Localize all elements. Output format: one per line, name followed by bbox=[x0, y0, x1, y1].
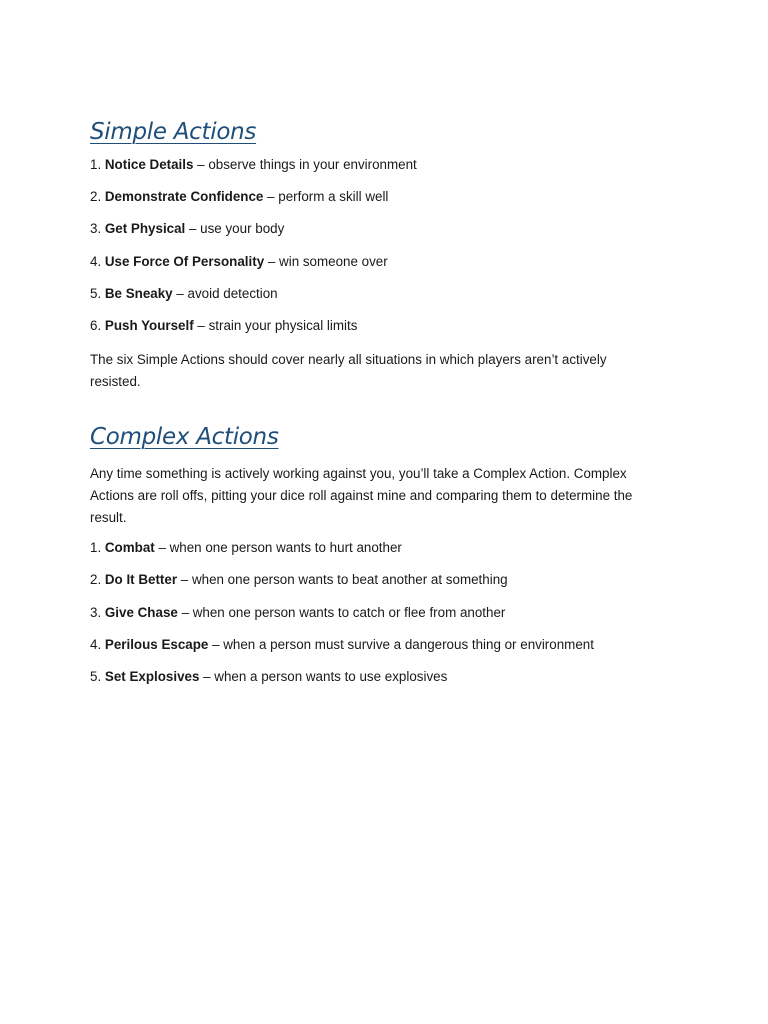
item-name: Notice Details bbox=[104, 157, 194, 172]
item-name: Perilous Escape bbox=[104, 636, 209, 652]
item-name: Push Yourself bbox=[104, 317, 194, 333]
item-number: 4. bbox=[90, 253, 105, 269]
item-number: 4. bbox=[90, 636, 105, 652]
complex-action-item bbox=[90, 539, 650, 557]
item-description: – when a person must survive a dangerous thing or environment bbox=[208, 636, 594, 652]
item-description: – observe things in your environment bbox=[193, 157, 417, 172]
item-name: Demonstrate Confidence bbox=[104, 189, 264, 205]
item-description: – avoid detection bbox=[172, 285, 278, 301]
item-number: 5. bbox=[90, 668, 105, 684]
simple-actions-summary: The six Simple Actions should cover nearly all situations in which players aren’t actively resisted. bbox=[90, 352, 607, 390]
complex-action-item bbox=[90, 604, 650, 622]
item-name: Set Explosives bbox=[104, 668, 200, 684]
item-name: Use Force Of Personality bbox=[104, 253, 265, 269]
item-description: – when one person wants to beat another at something bbox=[177, 572, 508, 588]
complex-action-item bbox=[90, 668, 650, 686]
complex-action-item bbox=[90, 571, 650, 589]
item-description: – when one person wants to hurt another bbox=[154, 540, 402, 556]
item-name: Get Physical bbox=[104, 221, 186, 237]
item-description: – when a person wants to use explosives bbox=[199, 668, 448, 684]
item-description: – when one person wants to catch or flee from another bbox=[177, 604, 506, 620]
item-description: – perform a skill well bbox=[263, 189, 389, 205]
item-number: 1. bbox=[90, 157, 105, 172]
simple-action-item bbox=[90, 220, 650, 238]
simple-action-item bbox=[90, 188, 650, 206]
item-name: Give Chase bbox=[104, 604, 178, 620]
complex-action-item bbox=[90, 636, 650, 654]
item-number: 6. bbox=[90, 317, 105, 333]
item-number: 2. bbox=[90, 189, 105, 205]
document-page bbox=[90, 116, 650, 700]
item-number: 1. bbox=[90, 540, 105, 556]
item-name: Be Sneaky bbox=[104, 285, 173, 301]
simple-action-item bbox=[90, 253, 650, 271]
complex-actions-intro: Any time something is actively working against you, you’ll take a Complex Action. Complex Actions are roll offs, pitting your dice roll against mine and comparing them to determine the result. bbox=[90, 466, 633, 526]
item-description: – use your body bbox=[185, 221, 285, 237]
simple-action-item bbox=[90, 156, 650, 174]
simple-action-item bbox=[90, 285, 650, 303]
item-name: Combat bbox=[104, 540, 155, 556]
item-number: 3. bbox=[90, 604, 105, 620]
item-number: 5. bbox=[90, 285, 105, 301]
item-description: – strain your physical limits bbox=[193, 317, 358, 333]
simple-action-item bbox=[90, 317, 650, 335]
complex-actions-heading: Complex Actions bbox=[90, 424, 279, 451]
item-number: 3. bbox=[90, 221, 105, 237]
simple-actions-heading: Simple Actions bbox=[90, 119, 257, 145]
item-description: – win someone over bbox=[264, 253, 388, 269]
item-name: Do It Better bbox=[104, 572, 178, 588]
item-number: 2. bbox=[90, 572, 105, 588]
